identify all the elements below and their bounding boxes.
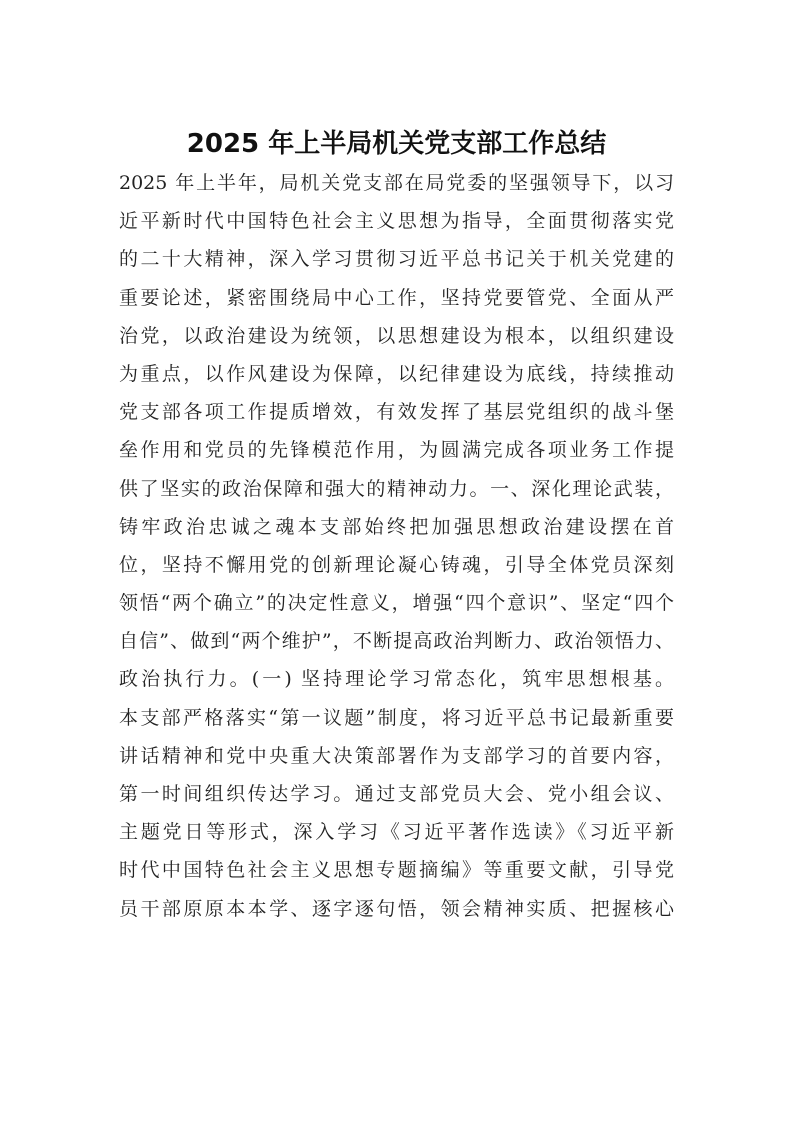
body-line: 为重点，以作风建设为保障，以纪律建设为底线，持续推动 — [119, 362, 674, 385]
body-line: 的二十大精神，深入学习贯彻习近平总书记关于机关党建的 — [119, 248, 674, 271]
document-title: 2025 年上半局机关党支部工作总结 — [186, 129, 607, 159]
body-line: 重要论述，紧密围绕局中心工作，坚持党要管党、全面从严 — [119, 286, 674, 309]
body-line: 治党，以政治建设为统领，以思想建设为根本，以组织建设 — [119, 324, 674, 347]
body-line: 领悟“两个确立”的决定性意义，增强“四个意识”、坚定“四个 — [119, 592, 674, 615]
body-line: 铸牢政治忠诚之魂本支部始终把加强思想政治建设摆在首 — [119, 515, 674, 538]
document-body — [119, 164, 674, 928]
body-line: 政治执行力。(一) 坚持理论学习常态化，筑牢思想根基。 — [119, 668, 674, 691]
body-line: 第一时间组织传达学习。通过支部党员大会、党小组会议、 — [119, 783, 674, 805]
body-line: 垒作用和党员的先锋模范作用，为圆满完成各项业务工作提 — [119, 439, 674, 462]
body-line: 主题党日等形式，深入学习《习近平著作选读》《习近平新 — [119, 821, 674, 844]
body-line: 供了坚实的政治保障和强大的精神动力。一、深化理论武装， — [119, 477, 674, 500]
body-line: 员干部原原本本学、逐字逐句悟，领会精神实质、把握核心 — [119, 897, 674, 920]
body-line: 近平新时代中国特色社会主义思想为指导，全面贯彻落实党 — [119, 210, 674, 233]
body-line: 2025 年上半年，局机关党支部在局党委的坚强领导下，以习 — [119, 172, 674, 194]
body-line: 自信”、做到“两个维护”，不断提高政治判断力、政治领悟力、 — [119, 630, 674, 653]
body-line: 本支部严格落实“第一议题”制度，将习近平总书记最新重要 — [119, 706, 674, 729]
body-line: 时代中国特色社会主义思想专题摘编》等重要文献，引导党 — [119, 859, 674, 882]
body-line: 党支部各项工作提质增效，有效发挥了基层党组织的战斗堡 — [119, 401, 674, 424]
body-line: 位，坚持不懈用党的创新理论凝心铸魂，引导全体党员深刻 — [119, 553, 674, 576]
body-line: 讲话精神和党中央重大决策部署作为支部学习的首要内容， — [119, 744, 674, 767]
